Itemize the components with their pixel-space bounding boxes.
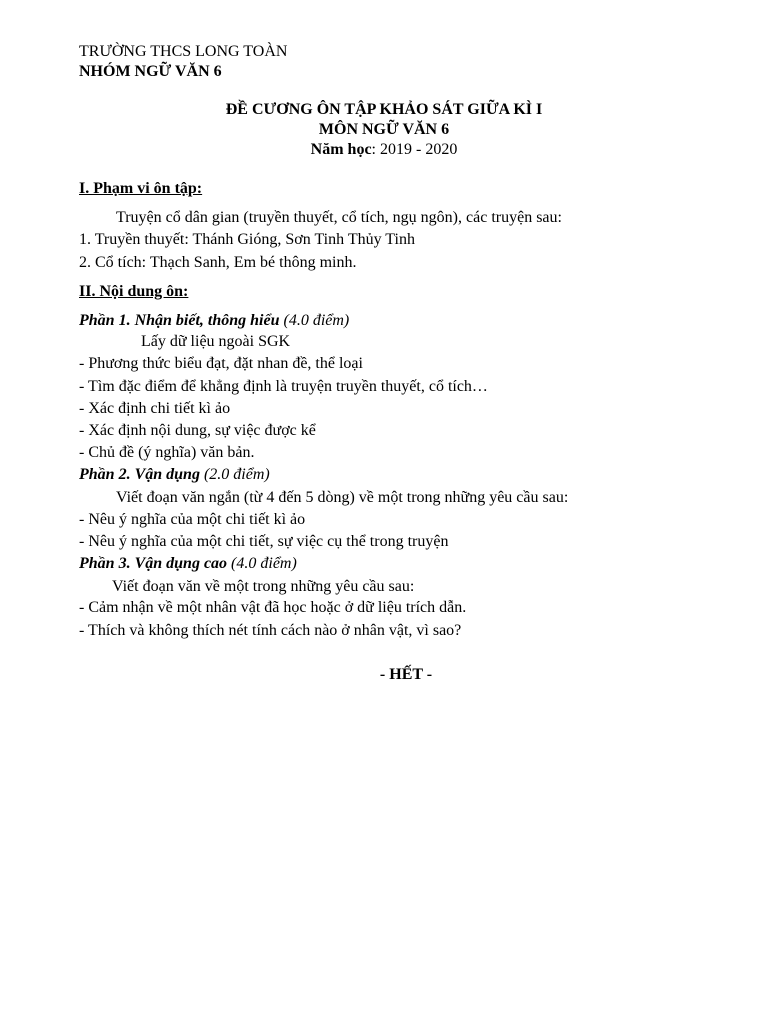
section-2-heading: II. Nội dung ôn: xyxy=(79,283,189,300)
part-1-item: - Xác định chi tiết kì ảo xyxy=(79,400,231,417)
part-1-item: - Phương thức biểu đạt, đặt nhan đề, thể loại xyxy=(79,355,363,372)
part-3-title-text: Phần 3. Vận dụng cao xyxy=(79,555,228,572)
group-name: NHÓM NGỮ VĂN 6 xyxy=(79,63,222,80)
part-2-item: - Nêu ý nghĩa của một chi tiết kì ảo xyxy=(79,511,306,528)
part-2-title xyxy=(79,465,270,485)
part-1-note: Lấy dữ liệu ngoài SGK xyxy=(141,333,291,350)
part-3-title xyxy=(79,554,297,574)
school-year-value: : 2019 - 2020 xyxy=(371,141,458,158)
part-1-item: - Chủ đề (ý nghĩa) văn bản. xyxy=(79,444,255,461)
part-1-title-text: Phần 1. Nhận biết, thông hiểu xyxy=(79,312,280,329)
part-2-points: (2.0 điểm) xyxy=(199,466,270,483)
section-1-item: 1. Truyền thuyết: Thánh Gióng, Sơn Tinh Thủy Tinh xyxy=(79,231,415,248)
part-1-points: (4.0 điểm) xyxy=(279,312,350,329)
end-marker: - HẾT - xyxy=(379,666,433,683)
part-1-item: - Tìm đặc điểm để khẳng định là truyện truyền thuyết, cổ tích… xyxy=(79,378,488,395)
document-title: ĐỀ CƯƠNG ÔN TẬP KHẢO SÁT GIỮA KÌ I xyxy=(225,101,543,118)
part-1-item: - Xác định nội dung, sự việc được kể xyxy=(79,422,316,439)
section-1-item: 2. Cổ tích: Thạch Sanh, Em bé thông minh. xyxy=(79,254,357,271)
part-2-note: Viết đoạn văn ngắn (từ 4 đến 5 dòng) về một trong những yêu cầu sau: xyxy=(116,489,569,506)
section-1-intro: Truyện cổ dân gian (truyền thuyết, cổ tích, ngụ ngôn), các truyện sau: xyxy=(116,209,562,226)
part-3-note: Viết đoạn văn về một trong những yêu cầu sau: xyxy=(112,578,415,595)
part-3-item: - Thích và không thích nét tính cách nào ở nhân vật, vì sao? xyxy=(79,622,462,639)
part-3-points: (4.0 điểm) xyxy=(227,555,297,572)
school-year xyxy=(0,140,768,160)
part-1-title xyxy=(79,311,349,331)
part-3-item: - Cảm nhận về một nhân vật đã học hoặc ở dữ liệu trích dẫn. xyxy=(79,599,467,616)
subject-title: MÔN NGỮ VĂN 6 xyxy=(318,121,450,138)
section-1-heading: I. Phạm vi ôn tập: xyxy=(79,180,203,197)
school-name: TRƯỜNG THCS LONG TOÀN xyxy=(79,43,288,60)
part-2-title-text: Phần 2. Vận dụng xyxy=(79,466,200,483)
school-year-label: Năm học xyxy=(310,141,372,158)
part-2-item: - Nêu ý nghĩa của một chi tiết, sự việc cụ thể trong truyện xyxy=(79,533,449,550)
